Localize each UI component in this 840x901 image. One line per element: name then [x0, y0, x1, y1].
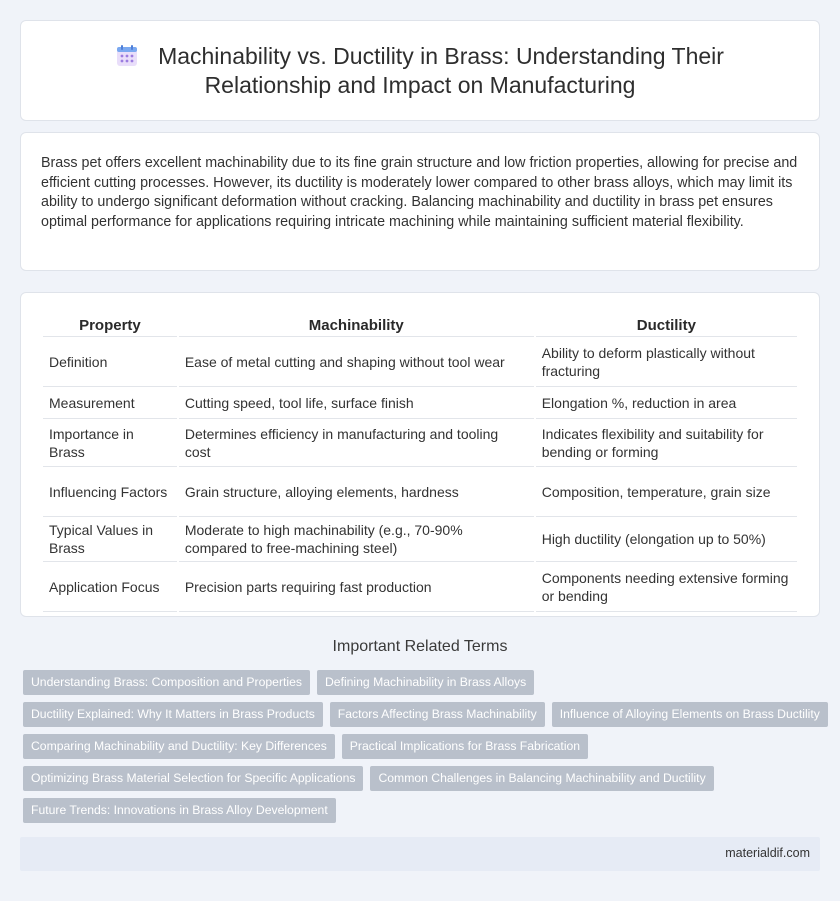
- title-card: [20, 20, 820, 121]
- related-term-tag[interactable]: Understanding Brass: Composition and Properties: [23, 670, 310, 695]
- intro-card: [20, 132, 820, 271]
- table-row: [43, 387, 797, 419]
- table-row: [43, 562, 797, 612]
- header-machinability: Machinability: [179, 313, 534, 337]
- cell-ductility: High ductility (elongation up to 50%): [536, 517, 797, 562]
- footer-site-link[interactable]: materialdif.com: [725, 846, 810, 860]
- cell-ductility: Elongation %, reduction in area: [536, 387, 797, 419]
- table-row: [43, 337, 797, 387]
- related-term-tag[interactable]: Comparing Machinability and Ductility: Key Differences: [23, 734, 335, 759]
- cell-machinability: Moderate to high machinability (e.g., 70-90% compared to free-machining steel): [179, 517, 534, 562]
- table-header-row: [43, 313, 797, 337]
- table-row: [43, 467, 797, 517]
- comparison-table: [41, 313, 799, 612]
- cell-machinability: Cutting speed, tool life, surface finish: [179, 387, 534, 419]
- calendar-icon: [116, 45, 138, 67]
- page-title: [21, 42, 819, 100]
- table-row: [43, 517, 797, 562]
- related-term-tag[interactable]: Future Trends: Innovations in Brass Alloy Development: [23, 798, 336, 823]
- related-term-tag[interactable]: Practical Implications for Brass Fabrication: [342, 734, 588, 759]
- intro-paragraph: Brass pet offers excellent machinability due to its fine grain structure and low friction properties, allowing for precise and efficient cutting processes. However, its ductility is moderately lower compared to other brass alloys, which may limit its ability to undergo significant deformation without cracking. Balancing machinability and ductility in brass pet ensures optimal performance for applications requiring intricate machining while maintaining sufficient material flexibility.: [41, 155, 798, 230]
- related-term-tag[interactable]: Common Challenges in Balancing Machinability and Ductility: [370, 766, 713, 791]
- cell-property: Influencing Factors: [43, 467, 177, 517]
- title-line-1: Machinability vs. Ductility in Brass: Understanding Their: [158, 43, 724, 69]
- related-term-tag[interactable]: Factors Affecting Brass Machinability: [330, 702, 545, 727]
- cell-machinability: Determines efficiency in manufacturing and tooling cost: [179, 419, 534, 467]
- cell-ductility: Indicates flexibility and suitability for bending or forming: [536, 419, 797, 467]
- related-term-tag[interactable]: Ductility Explained: Why It Matters in Brass Products: [23, 702, 323, 727]
- cell-property: Importance in Brass: [43, 419, 177, 467]
- cell-property: Typical Values in Brass: [43, 517, 177, 562]
- cell-ductility: Ability to deform plastically without fracturing: [536, 337, 797, 387]
- title-line-2: Relationship and Impact on Manufacturing: [204, 72, 636, 98]
- related-term-tag[interactable]: Influence of Alloying Elements on Brass Ductility: [552, 702, 828, 727]
- cell-machinability: Ease of metal cutting and shaping without tool wear: [179, 337, 534, 387]
- related-terms-title: Important Related Terms: [332, 638, 508, 655]
- comparison-table-card: [20, 292, 820, 617]
- cell-property: Application Focus: [43, 562, 177, 612]
- related-term-tag[interactable]: Optimizing Brass Material Selection for Specific Applications: [23, 766, 363, 791]
- cell-ductility: Composition, temperature, grain size: [536, 467, 797, 517]
- cell-property: Definition: [43, 337, 177, 387]
- related-terms-list: [23, 670, 823, 830]
- cell-property: Measurement: [43, 387, 177, 419]
- cell-machinability: Grain structure, alloying elements, hardness: [179, 467, 534, 517]
- cell-ductility: Components needing extensive forming or bending: [536, 562, 797, 612]
- cell-machinability: Precision parts requiring fast production: [179, 562, 534, 612]
- header-property: Property: [43, 313, 177, 337]
- related-term-tag[interactable]: Defining Machinability in Brass Alloys: [317, 670, 534, 695]
- header-ductility: Ductility: [536, 313, 797, 337]
- footer: [20, 837, 820, 871]
- table-row: [43, 419, 797, 467]
